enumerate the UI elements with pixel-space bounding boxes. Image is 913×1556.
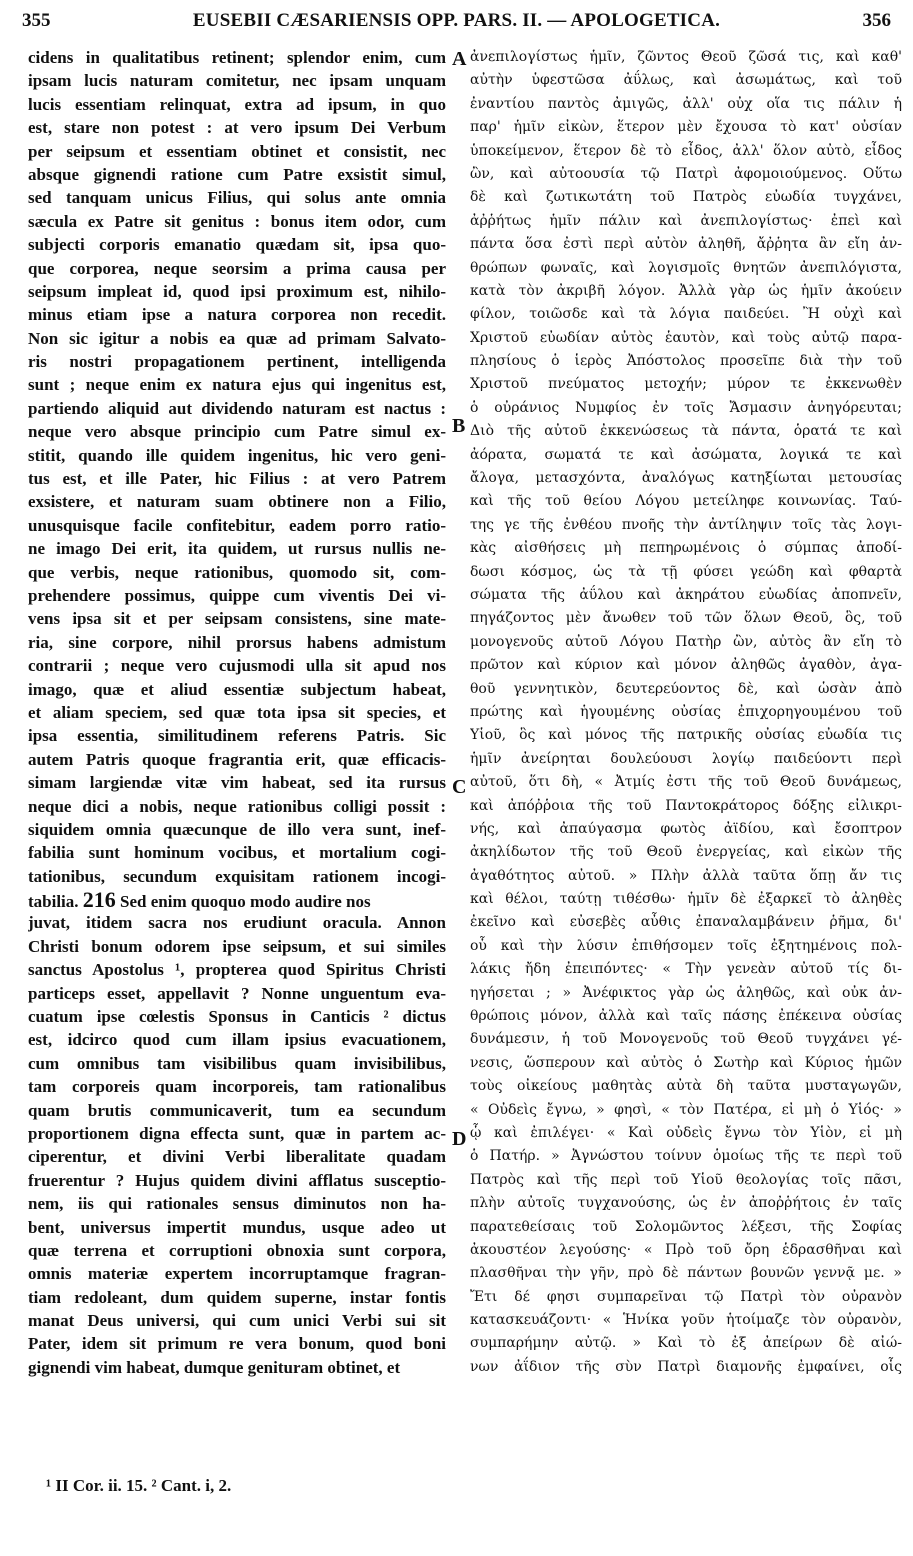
latin-line: seipsum impleat id, quod ipsi proximum est, nihilo- (28, 281, 446, 301)
latin-line: particeps esset, appellavit ? Nonne unguentum eva- (28, 983, 446, 1003)
latin-line: neque vero absque principio cum Patre simul ex- (28, 422, 446, 442)
running-header (22, 10, 891, 34)
greek-column (470, 46, 902, 1379)
margin-marker-c: C (452, 776, 467, 798)
greek-line: κὰς αἰσθήσεις μὴ πεπηρωμένοις ὁ σύμπας ἀποδί- (470, 540, 902, 557)
latin-line: partiendo aliquid aut dividendo naturam est nactus : (28, 398, 446, 418)
greek-line: πλησίους ὁ ἱερὸς Ἀπόστολος προσεῖπε διὰ τὴν τοῦ (470, 353, 902, 370)
greek-line: Χριστοῦ πνεύματος μετοχήν; μύρον τε ἐκκενωθὲν (470, 376, 902, 393)
section-number: 216 (82, 888, 116, 912)
latin-line: ria, sine corpore, nihil prorsus habens admistum (28, 632, 446, 652)
greek-line: ὑποκείμενον, ἕτερον δὲ τὸ εἶδος, ἀλλ' ὅλον αὐτὸ, εἶδος (470, 142, 902, 159)
greek-line: δωσι κόσμος, ὡς τὰ τῇ φύσει γεώδη καὶ φθαρτὰ (470, 563, 902, 580)
latin-line: stitit, quando ille quidem ingenitus, hic vero geni- (28, 445, 446, 465)
greek-line: θρώπων φωναῖς, καὶ λογισμοῖς θνητῶν ἀνεπιλόγιστα, (470, 259, 902, 276)
greek-line: δὲ καὶ ζωτικωτάτη τοῦ Πατρὸς εὐωδία τυγχάνει, (470, 189, 902, 206)
latin-line: que verbis, neque rationibus, quomodo sit, com- (28, 562, 446, 582)
greek-line: « Οὐδεὶς ἔγνω, » φησὶ, « τὸν Πατέρα, εἰ μὴ ὁ Υἱός· » (470, 1101, 902, 1118)
running-title: EUSEBII CÆSARIENSIS OPP. PARS. II. — APOLOGETICA. (192, 10, 721, 31)
latin-line: sunt ; neque enim ex natura ejus qui ingenitus est, (28, 375, 446, 395)
greek-line: πηγάζοντος μὲν ἄνωθεν τοῦ τῶν ὅλων Θεοῦ, ὃς, τοῦ (470, 610, 902, 627)
margin-marker-a: A (452, 48, 467, 70)
latin-line: juvat, itidem sacra nos erudiunt oracula. Annon (28, 913, 446, 933)
latin-line: ris nostri propagationem pertinent, intelligenda (28, 352, 446, 372)
latin-line: tiam redoleant, dum quidem superne, instar fontis (28, 1287, 446, 1307)
latin-line: tam corporeis quam incorporeis, tam rationalibus (28, 1077, 446, 1097)
page-number-right: 356 (862, 10, 891, 31)
latin-line: neque dici a nobis, neque rationibus colligi possit : (28, 796, 446, 816)
greek-line: της γε τῆς ἐνθέου πνοῆς τὴν ἀντίληψιν τοῖς τὰς λογι- (470, 516, 902, 533)
greek-line: μονογενοῦς αὐτοῦ Λόγου Πατὴρ ὢν, αὐτὸς ἂν εἴη τὸ (470, 633, 902, 650)
latin-line: lucis essentiam relinquat, extra ad ipsum, in quo (28, 94, 446, 114)
greek-line: ὁ οὐράνιος Νυμφίος ἐν τοῖς Ἄσμασιν ἀνηγόρευται; (470, 399, 902, 416)
greek-line: φίλον, τοιῶσδε καὶ τὰ λόγια παιδεύει. Ἢ οὐχὶ καὶ (470, 306, 902, 323)
greek-line: καὶ θέλοι, ταύτῃ τιθέσθω· ἡμῖν δὲ ἐξαρκεῖ τὸ ἀληθὲς (470, 891, 902, 908)
page-number-left: 355 (22, 10, 51, 31)
greek-line: ἀκηλίδωτον τῆς τοῦ Θεοῦ ἐνεργείας, καὶ εἰκὼν τῆς (470, 844, 902, 861)
latin-line: ipsam lucis naturam comitetur, nec ipsam unquam (28, 71, 446, 91)
latin-line: subjecti corporis emanatio quædam sit, ipsa quo- (28, 235, 446, 255)
greek-line: πλὴν αὐτοῖς τυγχανούσης, ὡς ἐν ἀποῤῥήτοις ἐν ταῖς (470, 1195, 902, 1212)
margin-marker-b: B (452, 415, 466, 437)
greek-line: ἀόρατα, σωματά τε καὶ ἀσώματα, λογικά τε καὶ (470, 446, 902, 463)
latin-line: sæcula ex Patre sit genitus : bonus item odor, cum (28, 211, 446, 231)
greek-line: ἡμῖν ἀνείρηται δουλεύουσι λογίῳ παιδεύοντι περὶ (470, 750, 902, 767)
greek-line: ηγήσεται ; » Ἀνέφικτος γὰρ ὡς ἀληθῶς, καὶ οὐκ ἀν- (470, 984, 902, 1001)
greek-line: ἀγαθότητος αὐτοῦ. » Πλὴν ἀλλὰ ταῦτα ὅπῃ ἄν τις (470, 867, 902, 884)
latin-line: est, idcirco quod cum illam ipsius evacuationem, (28, 1030, 446, 1050)
greek-line: πρῶτον καὶ κύριον καὶ μόνον ἀληθῶς ἀγαθὸν, ἀγα- (470, 657, 902, 674)
latin-line: Christi bonum odorem ipse seipsum, et sui similes (28, 936, 446, 956)
greek-line: πλασθῆναι τὴν γῆν, πρὸ δὲ πάντων βουνῶν γεννᾷ με. » (470, 1265, 902, 1282)
latin-line: bent, universus impertit mundus, usque adeo ut (28, 1217, 446, 1237)
latin-line: absque gignendi ratione cum Patre exsistit simul, (28, 164, 446, 184)
latin-line: imago, quæ et aliud essentiæ subjectum habeat, (28, 679, 446, 699)
latin-column (28, 46, 446, 1379)
latin-line: sanctus Apostolus ¹, propterea quod Spiritus Christi (28, 960, 446, 980)
latin-line: cuatum ipse cœlestis Sponsus in Canticis ² dictus (28, 1007, 446, 1027)
greek-line: τοὺς οἰκείους μαθητὰς αὐτὰ δὴ ταῦτα μυσταγωγῶν, (470, 1078, 902, 1095)
greek-line: σώματα τῆς ἀΰλου καὶ ἀκηράτου εὐωδίας ἀποπνεῖν, (470, 586, 902, 603)
latin-line: per seipsum et essentiam obtinet et consistit, nec (28, 141, 446, 161)
greek-line: δυνάμεσιν, ἡ τοῦ Μονογενοῦς τοῦ Θεοῦ τυγχάνει γέ- (470, 1031, 902, 1048)
latin-line: proportionem digna effecta sunt, quæ in partem ac- (28, 1123, 446, 1143)
latin-line: omnis materiæ expertem incorruptamque fragran- (28, 1264, 446, 1284)
greek-line: οὗ καὶ τὴν λύσιν ἐπιθήσομεν τοῖς ἐξητημένοις πολ- (470, 937, 902, 954)
latin-line: cidens in qualitatibus retinent; splendor enim, cum (28, 48, 446, 67)
greek-line: ἀῤῥήτως ἡμῖν πάλιν καὶ ἀνεπιλογίστως· ἐπεὶ καὶ (470, 212, 902, 229)
latin-line: tus est, et ille Pater, hic Filius : at vero Patrem (28, 469, 446, 489)
greek-line: συμπαρήμην αὐτῷ. » Καὶ τὸ ἐξ ἀπείρων δὲ αἰώ- (470, 1335, 902, 1352)
latin-line: ne imago Dei erit, ita quidem, ut rursus nullis ne- (28, 539, 446, 559)
greek-line: παρατεθείσαις τοῦ Σολομῶντος λέξεσι, τῆς Σοφίας (470, 1218, 902, 1235)
margin-marker-d: D (452, 1128, 467, 1150)
greek-line: θοῦ γεννητικὸν, δευτερεύοντος δὲ, καὶ ὡσὰν ἀπὸ (470, 680, 902, 697)
greek-line: θρώποις μόνον, ἀλλὰ καὶ ταῖς πάσης ἐπέκεινα οὐσίας (470, 1008, 902, 1025)
latin-line: ciperentur, et divini Verbi liberalitate quadam (28, 1147, 446, 1167)
latin-line: manat Deus universi, qui cum unici Verbi sui sit (28, 1311, 446, 1331)
greek-line: αὐτοῦ, ὅτι δὴ, « Ἀτμίς ἐστι τῆς τοῦ Θεοῦ δυνάμεως, (470, 774, 902, 791)
latin-line: fruerentur ? Hujus quidem divini afflatus susceptio- (28, 1170, 446, 1190)
latin-line (28, 888, 446, 911)
latin-line: et aliam speciem, sed quæ tota ipsa sit species, et (28, 702, 446, 722)
greek-line: Ἔτι δέ φησι συμπαρεῖναι τῷ Πατρὶ τὸν οὐρανὸν (470, 1288, 902, 1305)
greek-line: ὢν, καὶ αὐτοουσία τῷ Πατρὶ ἀφομοιούμενος. Οὕτω (470, 165, 902, 182)
latin-line: ipsa essentia, similitudinem referens Patris. Sic (28, 726, 446, 746)
greek-line: Πατρὸς καὶ τῆς περὶ τοῦ Υἱοῦ θεολογίας τοῖς πᾶσι, (470, 1171, 902, 1188)
latin-line: unusquisque facile confitebitur, eadem porro ratio- (28, 515, 446, 535)
greek-line: ἀνεπιλογίστως ἡμῖν, ζῶντος Θεοῦ ζῶσά τις, καὶ καθ' (470, 49, 902, 65)
latin-line: nem, iis qui rationales sensus diminutos non ha- (28, 1194, 446, 1214)
latin-line: quam brutis communicaverit, tum ea secundum (28, 1100, 446, 1120)
greek-line: νής, καὶ ἀπαύγασμα φωτὸς ἀϊδίου, καὶ ἔσοπτρον (470, 820, 902, 837)
greek-line: Χριστοῦ εὐωδίαν αὐτὸς ἑαυτὸν, καὶ τοὺς αὐτῷ παρα- (470, 329, 902, 346)
latin-line: cum omnibus tam visibilibus quam invisibilibus, (28, 1053, 446, 1073)
latin-line: vens ipsa sit et per seipsam consistens, sine mate- (28, 609, 446, 629)
greek-line: νεσις, ὥσπερουν καὶ αὐτὸς ὁ Σωτὴρ καὶ Κύριος ἡμῶν (470, 1054, 902, 1071)
greek-line: νων ἀΐδιον τῆς σὺν Πατρὶ διαμονῆς ἐμφαίνει, οἷς (470, 1358, 902, 1375)
greek-line: ἀκουστέον λεγούσης· « Πρὸ τοῦ ὄρη ἑδρασθῆναι καὶ (470, 1241, 902, 1258)
footnotes: ¹ II Cor. ii. 15. ² Cant. i, 2. (46, 1476, 232, 1495)
latin-line: Pater, idem sit primum re vera bonum, quod boni (28, 1334, 446, 1354)
greek-line: παρ' ἡμῖν εἰκὼν, ἕτερον μὲν ἔχουσα τὸ κατ' οὐσίαν (470, 119, 902, 136)
latin-line: prehendere possimus, quippe cum viventis Dei vi- (28, 585, 446, 605)
latin-line-text: tabilia. (28, 892, 79, 912)
greek-line: αὐτὴν ὑφεστῶσα ἀΰλως, καὶ ἀσωμάτως, καὶ τοῦ (470, 72, 902, 89)
latin-line: Non sic igitur a nobis ea quæ ad primam Salvato- (28, 328, 446, 348)
greek-line: ᾧ καὶ ἐπιλέγει· « Καὶ οὐδεὶς ἔγνω τὸν Υἱὸν, εἰ μὴ (470, 1124, 902, 1141)
greek-line: κατασκευάζοντι· « Ἡνίκα γοῦν ἡτοίμαζε τὸν οὐρανὸν, (470, 1312, 902, 1329)
latin-line: est, stare non potest : at vero ipsum Dei Verbum (28, 118, 446, 138)
latin-line: siquidem omnia quæcunque de illo vera sunt, inef- (28, 819, 446, 839)
greek-line: ἐκεῖνο καὶ εὐσεβὲς αὖθις ἐπαναλαμβάνειν ῥῆμα, δι' (470, 914, 902, 931)
latin-line: autem Patris quoque fragrantia erit, quæ efficacis- (28, 749, 446, 769)
greek-line: πρώτης καὶ ἡγουμένης οὐσίας ἐπιχορηγουμένου τοῦ (470, 703, 902, 720)
latin-line-text: Sed enim quoquo modo audire nos (120, 892, 371, 912)
latin-line: exsistere, et naturam suam obtinere non a Filio, (28, 492, 446, 512)
latin-line: quæ terrena et corruptioni obnoxia sunt corpora, (28, 1240, 446, 1260)
greek-line: πάντα ὅσα ἐστὶ περὶ αὐτὸν ἀληθῆ, ἄῤῥητα ἂν εἴη ἀν- (470, 236, 902, 253)
latin-line: gignendi vim habeat, dumque genituram obtinet, et (28, 1357, 401, 1377)
latin-line: tationibus, secundum exquisitam rationem incogi- (28, 866, 446, 886)
latin-line: sed tanquam unicus Filius, qui solus ante omnia (28, 188, 446, 208)
greek-line: καὶ τῆς τοῦ θείου Λόγου μετείληφε κοινωνίας. Ταύ- (470, 493, 902, 510)
greek-line: κατὰ τὸν ἀκριβῆ λόγον. Ἀλλὰ γὰρ ὡς ἡμῖν ἀκούειν (470, 282, 902, 299)
greek-line: Υἱοῦ, ὃς καὶ μόνος τῆς πατρικῆς οὐσίας εὐωδία τις (470, 727, 902, 744)
latin-line: que corporea, neque seorsim a prima causa per (28, 258, 446, 278)
latin-line: fabilia sunt hominum vocibus, et mortalium cogi- (28, 843, 446, 863)
greek-line: ὁ Πατήρ. » Ἀγνώστου τοίνυν ὁμοίως τῆς τε περὶ τοῦ (470, 1148, 902, 1165)
greek-line: λάκις ἤδη ἐπειπόντες· « Τὴν γενεὰν αὐτοῦ τίς δι- (470, 961, 902, 978)
greek-line: ἐναντίου παντὸς ἀμιγῶς, ἀλλ' οὐχ οἵα τις πάλιν ἡ (470, 95, 902, 112)
latin-line: minus etiam ipse a natura corporea non recedit. (28, 305, 446, 325)
greek-line: ἄλογα, μετασχόντα, ἀναλόγως κατηξίωται μετουσίας (470, 470, 902, 487)
latin-line: contrarii ; neque vero cujusmodi ulla sit apud nos (28, 656, 446, 676)
latin-line: simam largiendæ vitæ vim habeat, sed ita rursus (28, 773, 446, 793)
greek-line: Διὸ τῆς αὐτοῦ ἐκκενώσεως τὰ πάντα, ὁρατά τε καὶ (470, 423, 902, 440)
greek-line: καὶ ἀπόῤῥοια τῆς τοῦ Παντοκράτορος δόξης εἰλικρι- (470, 797, 902, 814)
